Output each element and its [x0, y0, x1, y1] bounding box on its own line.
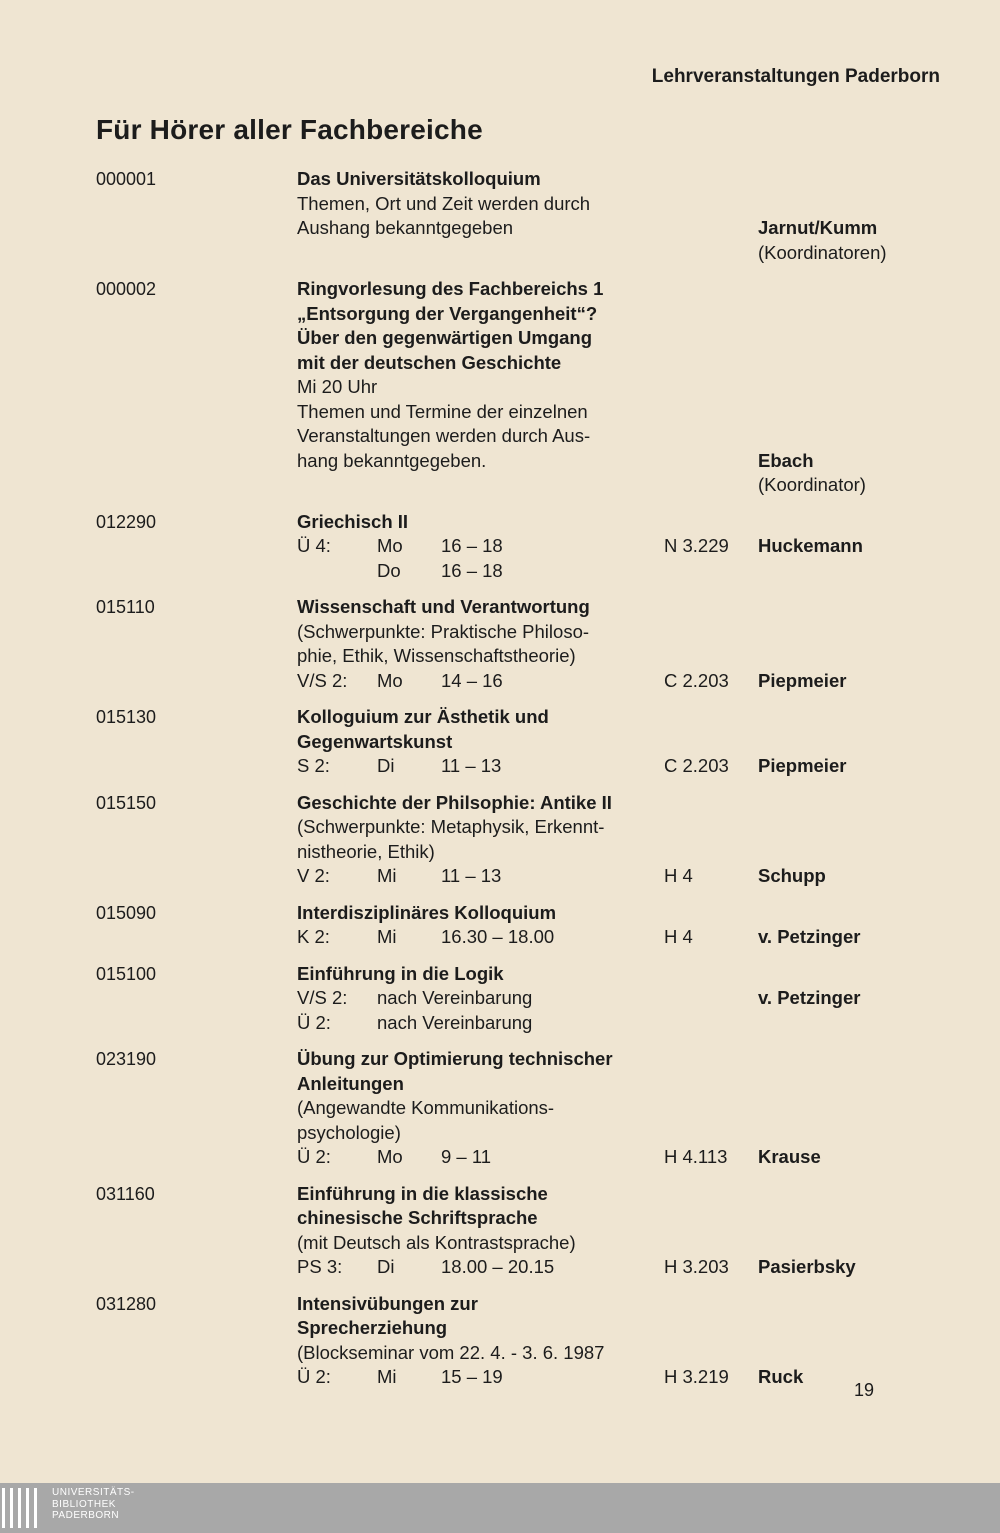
session-type: V 2: — [297, 865, 330, 886]
session-day: Mo — [377, 535, 403, 556]
session-row — [297, 1255, 657, 1280]
course-note: hang bekanntgegeben. — [297, 449, 487, 471]
course-details — [297, 1182, 657, 1280]
course-schedule: Mi 20 Uhr — [297, 376, 378, 397]
lecturer-name: Krause — [758, 1146, 821, 1167]
course-title: Wissenschaft und Verantwortung — [297, 596, 590, 617]
course-note: nistheorie, Ethik) — [297, 840, 435, 862]
session-day: Mi — [377, 865, 397, 886]
lecturer-name: v. Petzinger — [758, 987, 861, 1008]
session-row — [297, 559, 657, 584]
session-day: Di — [377, 755, 395, 776]
course-note: Themen und Termine der einzelnen — [297, 400, 588, 422]
library-name-line: UNIVERSITÄTS- — [52, 1487, 135, 1498]
session-type: S 2: — [297, 755, 330, 776]
page-number: 19 — [854, 1380, 875, 1400]
session-type: Ü 2: — [297, 1366, 331, 1387]
course-entry — [0, 1182, 1000, 1280]
lecturer — [758, 1255, 856, 1280]
lecturer — [758, 1145, 821, 1170]
course-title: Kolloguium zur Ästhetik und — [297, 706, 549, 727]
session-day: Mi — [377, 926, 397, 947]
lecturer — [758, 449, 866, 498]
room: H 4 — [664, 926, 693, 947]
course-entry — [0, 167, 1000, 265]
course-details — [297, 705, 657, 779]
room: H 3.203 — [664, 1256, 729, 1277]
lecturer — [758, 1365, 803, 1390]
course-title: Gegenwartskunst — [297, 730, 453, 752]
lecturer-role: (Koordinatoren) — [758, 241, 887, 263]
course-details — [297, 791, 657, 889]
course-entry — [0, 791, 1000, 889]
course-details — [297, 901, 657, 950]
lecturer-name: Huckemann — [758, 535, 863, 556]
session-row — [297, 669, 657, 694]
library-name-line: BIBLIOTHEK — [52, 1498, 116, 1510]
course-title: Über den gegenwärtigen Umgang — [297, 327, 593, 348]
lecturer — [758, 669, 846, 694]
course-number: 012290 — [96, 511, 157, 532]
running-header: Lehrveranstaltungen Paderborn — [651, 66, 940, 87]
course-entry — [0, 962, 1000, 1036]
session-day: nach Vereinbarung — [377, 987, 533, 1008]
course-title: Intensivübungen zur — [297, 1292, 478, 1314]
course-title: Übung zur Optimierung technischer — [297, 1048, 613, 1069]
lecturer — [758, 925, 860, 950]
session-day: Mo — [377, 669, 403, 691]
session-time: 16 – 18 — [441, 535, 503, 556]
course-note: (Angewandte Kommunikations- — [297, 1097, 555, 1118]
course-title: Interdisziplinäres Kolloquium — [297, 901, 557, 923]
session-time: 9 – 11 — [441, 1146, 492, 1167]
course-entry — [0, 1292, 1000, 1390]
course-note: (mit Deutsch als Kontrastsprache) — [297, 1231, 576, 1253]
session-day: Mi — [377, 1366, 397, 1387]
session-row — [297, 1365, 657, 1390]
session-row — [297, 1145, 657, 1170]
course-number: 000002 — [96, 279, 157, 299]
session-type: Ü 2: — [297, 1011, 331, 1033]
room: H 3.219 — [664, 1366, 729, 1387]
session-type: Ü 2: — [297, 1146, 331, 1167]
course-title: Sprecherziehung — [297, 1317, 448, 1338]
session-row — [297, 864, 657, 889]
section-title: Für Hörer aller Fachbereiche — [96, 114, 483, 145]
library-logo-icon — [2, 1488, 44, 1528]
lecturer — [758, 534, 863, 559]
course-title: Ringvorlesung des Fachbereichs 1 — [297, 278, 604, 299]
lecturer-name: v. Petzinger — [758, 926, 861, 947]
session-day: Do — [377, 559, 401, 581]
course-details — [297, 1047, 657, 1170]
room: N 3.229 — [664, 535, 729, 556]
course-entry — [0, 510, 1000, 584]
session-time: 15 – 19 — [441, 1366, 503, 1387]
session-time: 16 – 18 — [441, 559, 503, 581]
lecturer — [758, 216, 887, 265]
session-day: Di — [377, 1256, 395, 1277]
course-number: 015150 — [96, 792, 157, 813]
lecturer — [758, 864, 826, 889]
course-title: Griechisch II — [297, 510, 409, 532]
course-note: (Schwerpunkte: Metaphysik, Erkennt- — [297, 816, 605, 837]
lecturer-name: Ruck — [758, 1366, 804, 1387]
course-note: (Blockseminar vom 22. 4. - 3. 6. 1987 — [297, 1341, 605, 1363]
room: H 4 — [664, 865, 693, 886]
course-number: 015130 — [96, 707, 157, 727]
course-details — [297, 277, 657, 473]
course-list — [0, 167, 1000, 1402]
lecturer-name: Pasierbsky — [758, 1256, 856, 1277]
session-day: nach Vereinbarung — [377, 1011, 533, 1033]
course-number: 015100 — [96, 963, 157, 984]
session-day: Mo — [377, 1146, 403, 1167]
course-details — [297, 167, 657, 241]
course-note: (Schwerpunkte: Praktische Philoso- — [297, 620, 590, 642]
session-time: 18.00 – 20.15 — [441, 1256, 555, 1277]
session-type: V/S 2: — [297, 987, 348, 1008]
course-note: Veranstaltungen werden durch Aus- — [297, 425, 591, 446]
course-note: phie, Ethik, Wissenschaftstheorie) — [297, 645, 576, 666]
lecturer — [758, 986, 860, 1011]
course-title: Das Universitätskolloquium — [297, 168, 541, 189]
course-entry — [0, 901, 1000, 950]
session-row — [297, 534, 657, 559]
lecturer-role: (Koordinator) — [758, 474, 866, 495]
lecturer — [758, 754, 846, 779]
lecturer-name: Piepmeier — [758, 755, 847, 776]
course-title: Einführung in die klassische — [297, 1182, 548, 1204]
course-title: chinesische Schriftsprache — [297, 1207, 538, 1228]
session-row — [297, 986, 657, 1011]
course-entry — [0, 277, 1000, 498]
course-details — [297, 510, 657, 584]
course-entry — [0, 705, 1000, 779]
course-number: 015110 — [96, 597, 155, 617]
session-time: 11 – 13 — [441, 865, 502, 886]
course-note: Themen, Ort und Zeit werden durch — [297, 192, 591, 214]
course-number: 031280 — [96, 1293, 157, 1314]
lecturer-name: Ebach — [758, 449, 814, 471]
library-name — [52, 1487, 135, 1522]
library-footer-bar — [0, 1483, 1000, 1533]
course-title: Geschichte der Philsophie: Antike II — [297, 791, 612, 813]
session-type: Ü 4: — [297, 535, 331, 556]
course-note: psychologie) — [297, 1121, 401, 1143]
course-title: Einführung in die Logik — [297, 962, 504, 984]
session-row — [297, 925, 657, 950]
course-title: Anleitungen — [297, 1072, 404, 1094]
course-entry — [0, 1047, 1000, 1170]
course-number: 031160 — [96, 1183, 155, 1204]
course-title: „Entsorgung der Vergangenheit“? — [297, 302, 598, 324]
lecturer-name: Schupp — [758, 865, 826, 886]
session-time: 16.30 – 18.00 — [441, 926, 555, 947]
course-number: 023190 — [96, 1049, 157, 1069]
course-details — [297, 962, 657, 1036]
session-time: 14 – 16 — [441, 669, 503, 691]
course-title: mit der deutschen Geschichte — [297, 351, 562, 373]
course-entry — [0, 595, 1000, 693]
lecturer-name: Jarnut/Kumm — [758, 217, 878, 238]
session-time: 11 – 13 — [441, 755, 502, 776]
session-type: K 2: — [297, 926, 330, 947]
session-type: V/S 2: — [297, 669, 348, 691]
session-row — [297, 754, 657, 779]
library-name-line: PADERBORN — [52, 1510, 120, 1521]
session-row — [297, 1011, 657, 1036]
course-details — [297, 1292, 657, 1390]
room: H 4.113 — [664, 1146, 728, 1167]
room: C 2.203 — [664, 669, 729, 691]
session-type: PS 3: — [297, 1256, 343, 1277]
room: C 2.203 — [664, 755, 729, 776]
course-number: 015090 — [96, 902, 157, 923]
course-details — [297, 595, 657, 693]
course-note: Aushang bekanntgegeben — [297, 217, 514, 238]
course-number: 000001 — [96, 169, 157, 189]
lecturer-name: Piepmeier — [758, 669, 847, 691]
